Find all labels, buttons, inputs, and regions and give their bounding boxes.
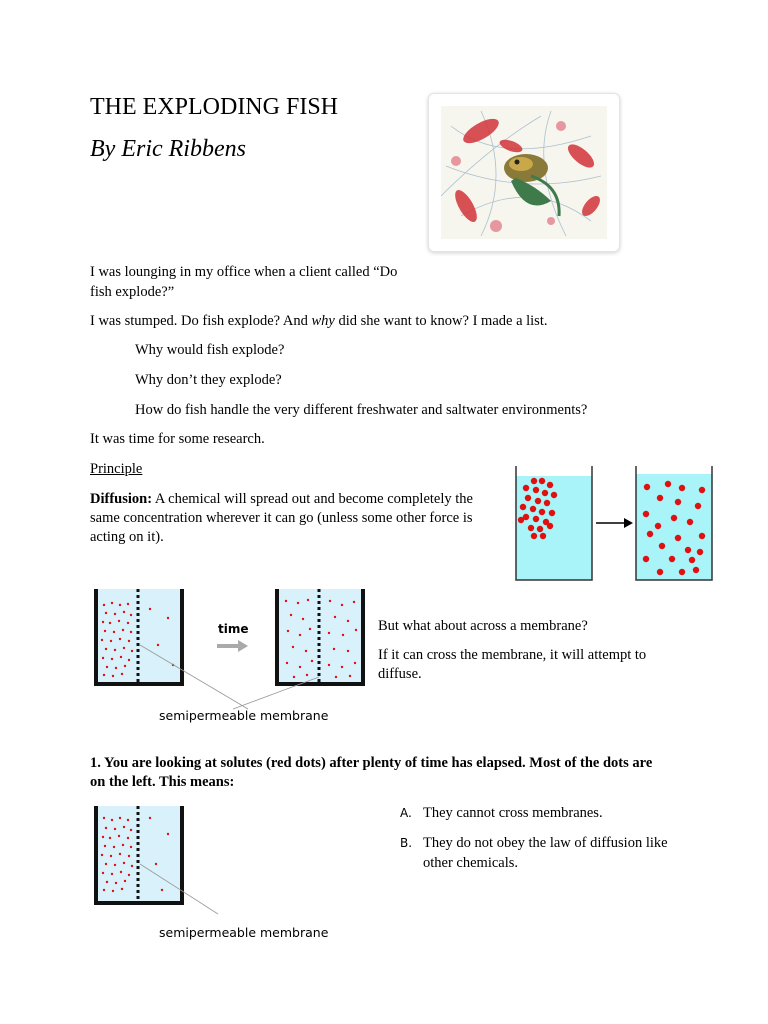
principle-heading: Principle	[90, 461, 143, 477]
beaker-after	[636, 466, 712, 580]
list-item: Why would fish explode?	[135, 342, 285, 358]
stumped-emphasis: why	[311, 313, 335, 329]
membrane-diagram	[88, 585, 378, 725]
question-1-diagram	[88, 802, 338, 922]
option-a-letter: A.	[400, 806, 412, 820]
membrane-text-line-2: diffuse.	[378, 666, 422, 682]
diffusion-line-3: acting on it).	[90, 529, 164, 545]
membrane-text-line-1: If it can cross the membrane, it will attempt to	[378, 647, 647, 663]
option-a-text[interactable]: They cannot cross membranes.	[423, 805, 603, 821]
option-b-text-continued[interactable]: other chemicals.	[423, 855, 519, 871]
question-1-membrane-label: semipermeable membrane	[159, 925, 329, 940]
fish-illustration	[428, 93, 620, 252]
research-line: It was time for some research.	[90, 431, 265, 447]
list-item: Why don’t they explode?	[135, 372, 282, 388]
list-item: How do fish handle the very different freshwater and saltwater environments?	[135, 402, 588, 418]
option-b-letter: B.	[400, 836, 413, 850]
question-1-line-1: 1. You are looking at solutes (red dots) after plenty of time has elapsed. Most of the dots are	[90, 755, 653, 771]
intro-line-2: fish explode?”	[90, 284, 175, 300]
time-label: time	[218, 622, 249, 636]
diffusion-text: A chemical will spread out and become completely the	[152, 491, 473, 507]
time-arrow-icon	[217, 640, 248, 652]
arrow-icon	[596, 518, 633, 528]
diffusion-line-2: same concentration wherever it can go (unless some other force is	[90, 510, 473, 526]
diffusion-term: Diffusion:	[90, 491, 153, 507]
intro-line-1: I was lounging in my office when a client called “Do	[90, 264, 398, 280]
membrane-beaker-after	[277, 589, 363, 684]
membrane-beaker-before	[96, 589, 182, 684]
membrane-question: But what about across a membrane?	[378, 618, 588, 634]
byline: By Eric Ribbens	[90, 136, 246, 162]
option-b-text[interactable]: They do not obey the law of diffusion like	[423, 835, 668, 851]
stumped-text-b: did she want to know? I made a list.	[334, 313, 548, 329]
question-1-line-2: on the left. This means:	[90, 774, 235, 787]
stumped-paragraph	[90, 312, 547, 332]
membrane-label: semipermeable membrane	[159, 708, 329, 723]
diffusion-line-1	[90, 490, 473, 510]
page-title: THE EXPLODING FISH	[90, 94, 338, 120]
beaker-before	[516, 466, 592, 580]
stumped-text-a: I was stumped. Do fish explode? And	[90, 313, 312, 329]
diffusion-diagram	[512, 462, 716, 588]
